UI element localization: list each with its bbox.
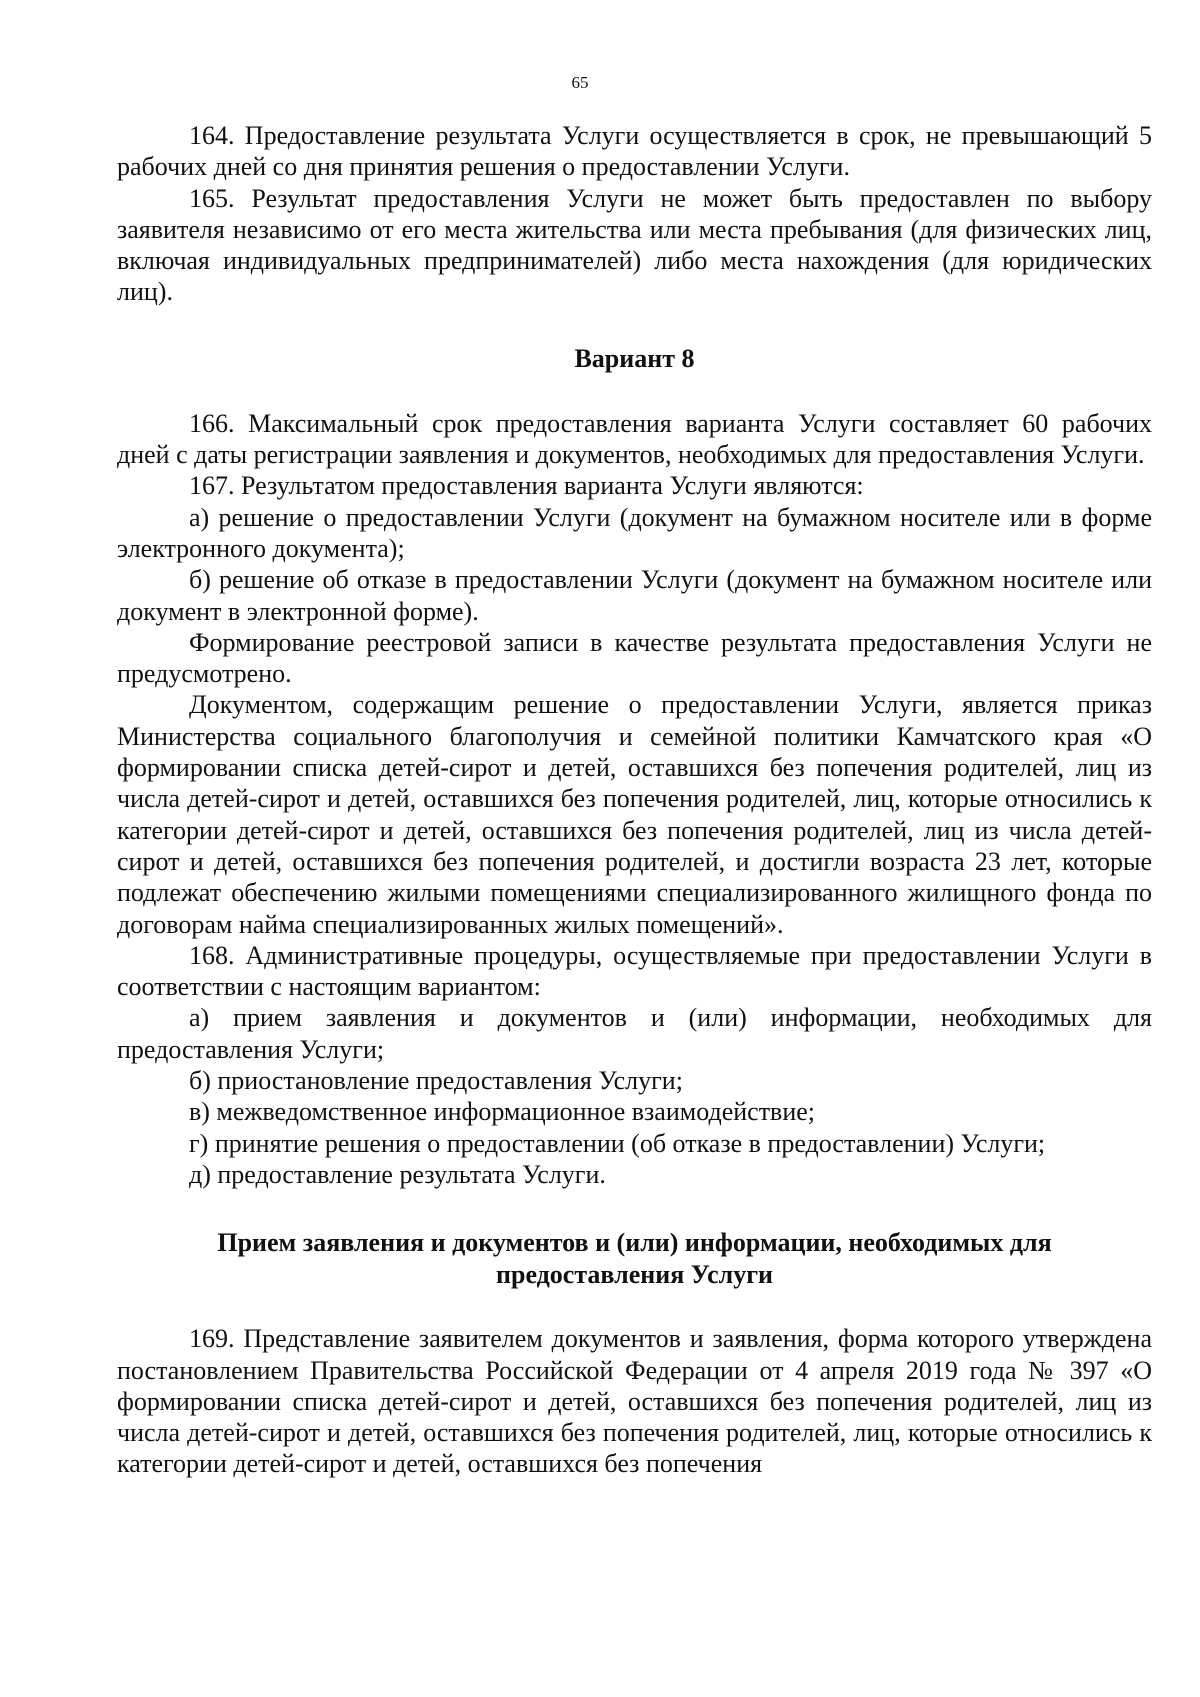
- list-item-168-b: б) приостановление предоставления Услуги;: [189, 1066, 683, 1096]
- heading-section-application: [117, 1227, 1152, 1290]
- paragraph-decision-document: Документом, содержащим решение о предоставлении Услуги, является приказ Министерства социального благополучия и семейной политики Камчатского края «О формировании списка детей-сирот и детей, оставшихся без попечения родителей, лиц из числа детей-сирот и детей, оставшихся без попечения родителей, лиц, которые относились к категории детей-сирот и детей, оставшихся без попечения родителей, лиц из числа детей-сирот и детей, оставшихся без попечения родителей, и достигли возраста 23 лет, которые подлежат обеспечению жилыми помещениями специализированного жилищного фонда по договорам найма специализированных жилых помещений».: [117, 690, 1152, 939]
- paragraph-registry-record: Формирование реестровой записи в качестве результата предоставления Услуги не предусмотрено.: [117, 627, 1152, 689]
- list-item-168-d: д) предоставление результата Услуги.: [189, 1159, 606, 1189]
- page-number: 65: [571, 73, 589, 92]
- list-item-168-a: а) прием заявления и документов и (или) информации, необходимых для предоставления Услуги;: [117, 1003, 1152, 1064]
- list-item-167-a: а) решение о предоставлении Услуги (документ на бумажном носителе или в форме электронного документа);: [117, 502, 1152, 563]
- paragraph-166: 166. Максимальный срок предоставления варианта Услуги составляет 60 рабочих дней с даты регистрации заявления и документов, необходимых для предоставления Услуги.: [117, 408, 1152, 470]
- document-body: [117, 120, 1152, 1480]
- list-item-167-b: б) решение об отказе в предоставлении Услуги (документ на бумажном носителе или документ в электронной форме).: [117, 565, 1152, 626]
- paragraph-167: 167. Результатом предоставления варианта Услуги являются:: [189, 471, 864, 501]
- list-item-168-g: г) принятие решения о предоставлении (об отказе в предоставлении) Услуги;: [189, 1128, 1046, 1158]
- heading-variant-8: Вариант 8: [574, 343, 695, 373]
- paragraph-169: 169. Представление заявителем документов и заявления, форма которого утверждена постановлением Правительства Российской Федерации от 4 апреля 2019 года № 397 «О формировании списка детей-сирот и детей, оставшихся без попечения родителей, лиц из числа детей-сирот и детей, оставшихся без попечения родителей, лиц, которые относились к категории детей-сирот и детей, оставшихся без попечения: [117, 1324, 1152, 1479]
- paragraph-164: 164. Предоставление результата Услуги осуществляется в срок, не превышающий 5 рабочих дней со дня принятия решения о предоставлении Услуги.: [117, 121, 1152, 182]
- paragraph-168: 168. Административные процедуры, осуществляемые при предоставлении Услуги в соответствии с настоящим вариантом:: [117, 940, 1152, 1002]
- heading-section-line-1: Прием заявления и документов и (или) информации, необходимых для: [217, 1228, 1052, 1258]
- paragraph-165: 165. Результат предоставления Услуги не может быть предоставлен по выбору заявителя независимо от его места жительства или места пребывания (для физических лиц, включая индивидуальных предпринимателей) либо места нахождения (для юридических лиц).: [117, 183, 1152, 307]
- heading-section-line-2: предоставления Услуги: [496, 1259, 773, 1289]
- list-item-168-v: в) межведомственное информационное взаимодействие;: [189, 1097, 816, 1127]
